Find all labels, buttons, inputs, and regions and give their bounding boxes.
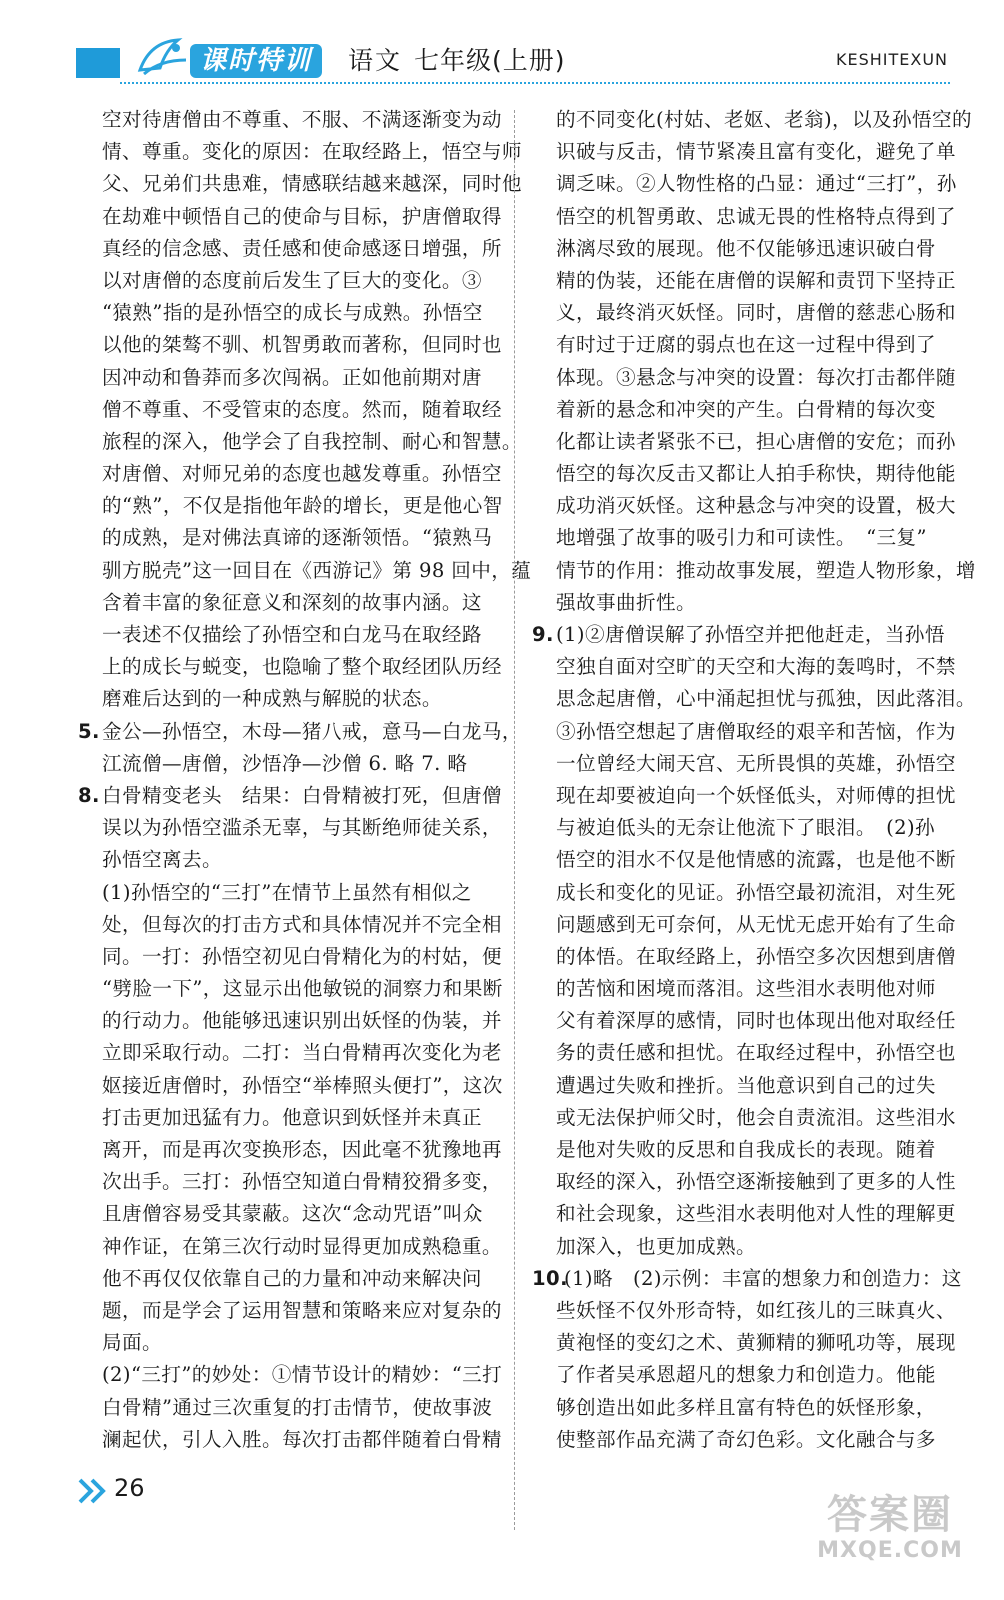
- text-line: [78, 748, 498, 780]
- text-line: [78, 233, 502, 265]
- text-line: [532, 233, 952, 265]
- text-line: [78, 1037, 502, 1069]
- line-text: 磨难后达到的一种成熟与解脱的状态。: [102, 687, 442, 711]
- question-number: 8.: [78, 783, 100, 807]
- line-text: 悟空的机智勇敢、忠诚无畏的性格特点得到了: [556, 204, 956, 228]
- line-text: “劈脸一下”，这显示出他敏锐的洞察力和果断: [102, 977, 503, 1001]
- left-column: [78, 104, 532, 1456]
- line-text: 与被迫低头的无奈让他流下了眼泪。 (2)孙: [556, 816, 936, 840]
- page-number: 26: [114, 1474, 145, 1502]
- question-number: 5.: [78, 719, 100, 743]
- text-line: [532, 362, 956, 394]
- text-line: [78, 1102, 498, 1134]
- text-line: [532, 973, 952, 1005]
- line-text: 识破与反击，情节紧凑且富有变化，避免了单: [556, 140, 956, 164]
- line-text: 淋漓尽致的展现。他不仅能够迅速识破白骨: [556, 236, 936, 260]
- text-line: [532, 265, 956, 297]
- line-text: 务的责任感和担忧。在取经过程中，孙悟空也: [556, 1041, 956, 1065]
- watermark-url: MXQE.COM: [817, 1538, 963, 1563]
- text-line: [532, 136, 956, 168]
- line-text: 且唐僧容易受其蒙蔽。这次“念动咒语”叫众: [102, 1202, 483, 1226]
- text-line: [78, 555, 532, 587]
- header-dotted-rule: [120, 82, 950, 84]
- text-line: [532, 812, 952, 844]
- right-column: [532, 104, 976, 1456]
- line-text: (2)“三打”的妙处：①情节设计的精妙：“三打: [102, 1363, 503, 1387]
- line-text: 的不同变化(村姑、老妪、老翁)，以及孙悟空的: [556, 108, 972, 131]
- line-text: 取经的深入，孙悟空逐渐接触到了更多的人性: [556, 1170, 956, 1194]
- text-line: [532, 1005, 956, 1037]
- column-divider: [514, 110, 515, 1530]
- book-logo-icon: [130, 30, 194, 82]
- line-text: 遭遇过失败和挫折。当他意识到自己的过失: [556, 1073, 936, 1097]
- line-text: 强故事曲折性。: [556, 590, 696, 614]
- line-text: (1)②唐僧误解了孙悟空并把他赶走，当孙悟: [556, 623, 945, 646]
- line-text: 成功消灭妖怪。这种悬念与冲突的设置，极大: [556, 494, 956, 518]
- text-line: [532, 1424, 952, 1456]
- line-text: 有时过于迂腐的弱点也在这一过程中得到了: [556, 333, 936, 357]
- line-text: 的苦恼和困境而落泪。这些泪水表明他对师: [556, 977, 936, 1001]
- line-text: 因冲动和鲁莽而多次闯祸。正如他前期对唐: [102, 365, 482, 389]
- line-text: 次出手。三打：孙悟空知道白骨精狡猾多变，: [102, 1170, 502, 1194]
- line-text: 和社会现象，这些泪水表明他对人性的理解更: [556, 1202, 956, 1226]
- text-line: [532, 909, 956, 941]
- line-text: 些妖怪不仅外形奇特，如红孩儿的三昧真火、: [556, 1298, 956, 1322]
- text-line: [78, 587, 498, 619]
- line-text: 父、兄弟们共患难，情感联结越来越深，同时他: [102, 172, 522, 196]
- text-line: [78, 1424, 502, 1456]
- line-text: 悟空的每次反击又都让人拍手称快，期待他能: [556, 462, 956, 486]
- line-text: 的体悟。在取经路上，孙悟空多次因想到唐僧: [556, 944, 956, 968]
- line-text: 空独自面对空旷的天空和大海的轰鸣时，不禁: [556, 655, 956, 679]
- header-brand: 课时特训: [190, 44, 322, 78]
- line-text: 白骨精”通过三次重复的打击情节，使故事波: [102, 1395, 493, 1419]
- text-line: [78, 877, 498, 909]
- text-line: [78, 297, 498, 329]
- line-text: 现在却要被迫向一个妖怪低头，对师傅的担忧: [556, 783, 956, 807]
- text-line: [78, 1392, 498, 1424]
- text-line: [78, 201, 502, 233]
- text-line: [532, 1295, 956, 1327]
- text-line: [532, 1070, 952, 1102]
- header-pinyin: KESHITEXUN: [835, 50, 948, 69]
- header-subject: 语文: [348, 46, 403, 75]
- text-line: [532, 297, 956, 329]
- text-line: [532, 1037, 956, 1069]
- line-text: 精的伪装，还能在唐僧的误解和责罚下坚持正: [556, 268, 956, 292]
- text-line: [78, 683, 498, 715]
- text-line: [78, 1005, 502, 1037]
- line-text: 一位曾经大闹天宫、无所畏惧的英雄，孙悟空: [556, 751, 956, 775]
- text-line: [532, 651, 956, 683]
- line-text: 对唐僧、对师兄弟的态度也越发尊重。孙悟空: [102, 462, 502, 486]
- line-text: 真经的信念感、责任感和使命感逐日增强，所: [102, 236, 502, 260]
- text-line: [78, 265, 498, 297]
- text-line: [78, 780, 502, 812]
- text-line: [78, 1295, 502, 1327]
- question-number: 10.: [532, 1266, 568, 1290]
- line-text: 题，而是学会了运用智慧和策略来应对复杂的: [102, 1298, 502, 1322]
- text-line: [532, 1392, 952, 1424]
- line-text: “猿熟”指的是孙悟空的成长与成熟。孙悟空: [102, 301, 483, 325]
- text-line: [532, 877, 956, 909]
- header-grade: 七年级(上册): [414, 46, 566, 75]
- text-line: [78, 458, 502, 490]
- line-text: 上的成长与蜕变，也隐喻了整个取经团队历经: [102, 655, 502, 679]
- line-text: 金公—孙悟空，木母—猪八戒，意马—白龙马，: [102, 719, 522, 743]
- line-text: 了作者吴承恩超凡的想象力和创造力。他能: [556, 1363, 936, 1387]
- line-text: 孙悟空离去。: [102, 848, 222, 872]
- line-text: 立即采取行动。二打：当白骨精再次变化为老: [102, 1041, 502, 1065]
- line-text: 在劫难中顿悟自己的使命与目标，护唐僧取得: [102, 204, 502, 228]
- text-line: [532, 1327, 956, 1359]
- line-text: 以他的桀骜不驯、机智勇敢而著称，但同时也: [102, 333, 502, 357]
- text-line: [78, 1263, 498, 1295]
- text-line: [532, 555, 976, 587]
- line-text: 妪接近唐僧时，孙悟空“举棒照头便打”，这次: [102, 1073, 503, 1097]
- text-line: [78, 1359, 503, 1391]
- text-line: [78, 1070, 503, 1102]
- line-text: 一表述不仅描绘了孙悟空和白龙马在取经路: [102, 623, 482, 646]
- line-text: 澜起伏，引人入胜。每次打击都伴随着白骨精: [102, 1427, 502, 1451]
- line-text: 使整部作品充满了奇幻色彩。文化融合与多: [556, 1427, 936, 1451]
- line-text: (1)孙悟空的“三打”在情节上虽然有相似之: [102, 880, 472, 904]
- text-line: [78, 136, 522, 168]
- text-line: [532, 490, 956, 522]
- line-text: 神作证，在第三次行动时显得更加成熟稳重。: [102, 1234, 502, 1258]
- text-line: [532, 1359, 952, 1391]
- text-line: [532, 716, 956, 748]
- text-line: [78, 522, 498, 554]
- line-text: 黄袍怪的变幻之术、黄狮精的狮吼功等，展现: [556, 1331, 956, 1355]
- text-line: [532, 522, 952, 554]
- text-line: [78, 104, 502, 136]
- text-line: [532, 168, 957, 200]
- line-text: 以对唐僧的态度前后发生了巨大的变化。③: [102, 268, 482, 292]
- text-line: [532, 619, 952, 651]
- text-line: [532, 748, 956, 780]
- line-text: 的行动力。他能够迅速识别出妖怪的伪装，并: [102, 1009, 502, 1033]
- line-text: 的“熟”，不仅是指他年龄的增长，更是他心智: [102, 494, 503, 518]
- text-line: [78, 1327, 498, 1359]
- text-line: [532, 1102, 956, 1134]
- text-line: [532, 201, 956, 233]
- text-line: [78, 909, 502, 941]
- line-text: 加深入，也更加成熟。: [556, 1234, 756, 1258]
- question-number: 9.: [532, 623, 554, 646]
- line-text: 化都让读者紧张不已，担心唐僧的安危；而孙: [556, 429, 956, 453]
- header-color-block: [76, 48, 120, 78]
- line-text: 悟空的泪水不仅是他情感的流露，也是他不断: [556, 848, 956, 872]
- page-header: [0, 0, 1004, 92]
- line-text: 同。一打：孙悟空初见白骨精化为的村姑，便: [102, 944, 502, 968]
- text-line: [78, 973, 503, 1005]
- line-text: 处，但每次的打击方式和具体情况并不完全相: [102, 912, 502, 936]
- text-line: [532, 1198, 956, 1230]
- text-line: [532, 394, 952, 426]
- text-line: [78, 426, 522, 458]
- text-line: [78, 1231, 502, 1263]
- text-line: [532, 844, 956, 876]
- line-text: 思念起唐僧，心中涌起担忧与孤独，因此落泪。: [556, 687, 976, 711]
- watermark-text: 答案圈: [827, 1492, 953, 1538]
- line-text: 体现。③悬念与冲突的设置：每次打击都伴随: [556, 365, 956, 389]
- line-text: 江流僧—唐僧，沙悟净—沙僧 6. 略 7. 略: [102, 751, 468, 775]
- line-text: 情节的作用：推动故事发展，塑造人物形象，增: [556, 558, 976, 582]
- text-line: [78, 716, 522, 748]
- line-text: 或无法保护师父时，他会自责流泪。这些泪水: [556, 1105, 956, 1129]
- line-text: 打击更加迅猛有力。他意识到妖怪并未真正: [102, 1105, 482, 1129]
- line-text: ③孙悟空想起了唐僧取经的艰辛和苦恼，作为: [556, 719, 956, 743]
- text-line: [78, 1166, 502, 1198]
- line-text: 义，最终消灭妖怪。同时，唐僧的慈悲心肠和: [556, 301, 956, 325]
- line-text: 他不再仅仅依靠自己的力量和冲动来解决问: [102, 1266, 482, 1290]
- line-text: 父有着深厚的感情，同时也体现出他对取经任: [556, 1009, 956, 1033]
- line-text: 够创造出如此多样且富有特色的妖怪形象，: [556, 1395, 936, 1419]
- line-text: 旅程的深入，他学会了自我控制、耐心和智慧。: [102, 429, 522, 453]
- line-text: 问题感到无可奈何，从无忧无虑开始有了生命: [556, 912, 956, 936]
- line-text: 成长和变化的见证。孙悟空最初流泪，对生死: [556, 880, 956, 904]
- text-line: [78, 941, 502, 973]
- text-line: [532, 780, 956, 812]
- text-line: [78, 329, 502, 361]
- line-text: 空对待唐僧由不尊重、不服、不满逐渐变为动: [102, 108, 502, 131]
- text-line: [532, 1134, 952, 1166]
- line-text: 的成熟，是对佛法真谛的逐渐领悟。“猿熟马: [102, 526, 493, 550]
- text-line: [532, 329, 952, 361]
- line-text: 驯方脱壳”这一回目在《西游记》第 98 回中，蕴: [102, 558, 532, 582]
- line-text: 含着丰富的象征意义和深刻的故事内涵。这: [102, 590, 482, 614]
- text-line: [532, 458, 956, 490]
- line-text: 地增强了故事的吸引力和可读性。 “三复”: [556, 526, 927, 550]
- text-line: [78, 362, 498, 394]
- text-line: [532, 587, 952, 619]
- text-line: [532, 683, 976, 715]
- line-text: 情、尊重。变化的原因：在取经路上，悟空与师: [102, 140, 522, 164]
- text-line: [78, 844, 498, 876]
- text-line: [532, 1263, 962, 1295]
- line-text: 局面。: [102, 1331, 162, 1355]
- line-text: 是他对失败的反思和自我成长的表现。随着: [556, 1138, 936, 1161]
- text-line: [78, 1134, 502, 1166]
- text-line: [78, 619, 498, 651]
- line-text: 调乏味。②人物性格的凸显：通过“三打”，孙: [556, 172, 957, 196]
- text-line: [78, 1198, 498, 1230]
- line-text: 白骨精变老头 结果：白骨精被打死，但唐僧: [102, 783, 502, 807]
- double-chevron-icon: [78, 1478, 108, 1504]
- line-text: 误以为孙悟空滥杀无辜，与其断绝师徒关系，: [102, 816, 502, 840]
- line-text: 僧不尊重、不受管束的态度。然而，随着取经: [102, 397, 502, 421]
- text-line: [78, 490, 503, 522]
- line-text: 离开，而是再次变换形态，因此毫不犹豫地再: [102, 1138, 502, 1161]
- text-line: [532, 1166, 956, 1198]
- text-line: [532, 941, 956, 973]
- text-line: [532, 426, 956, 458]
- line-text: 着新的悬念和冲突的产生。白骨精的每次变: [556, 397, 936, 421]
- text-line: [78, 168, 522, 200]
- text-line: [532, 1231, 952, 1263]
- watermark: [810, 1492, 970, 1564]
- text-line: [78, 812, 502, 844]
- line-text: (1)略 (2)示例：丰富的想象力和创造力：这: [564, 1266, 962, 1290]
- text-line: [532, 104, 972, 136]
- text-line: [78, 651, 502, 683]
- text-line: [78, 394, 502, 426]
